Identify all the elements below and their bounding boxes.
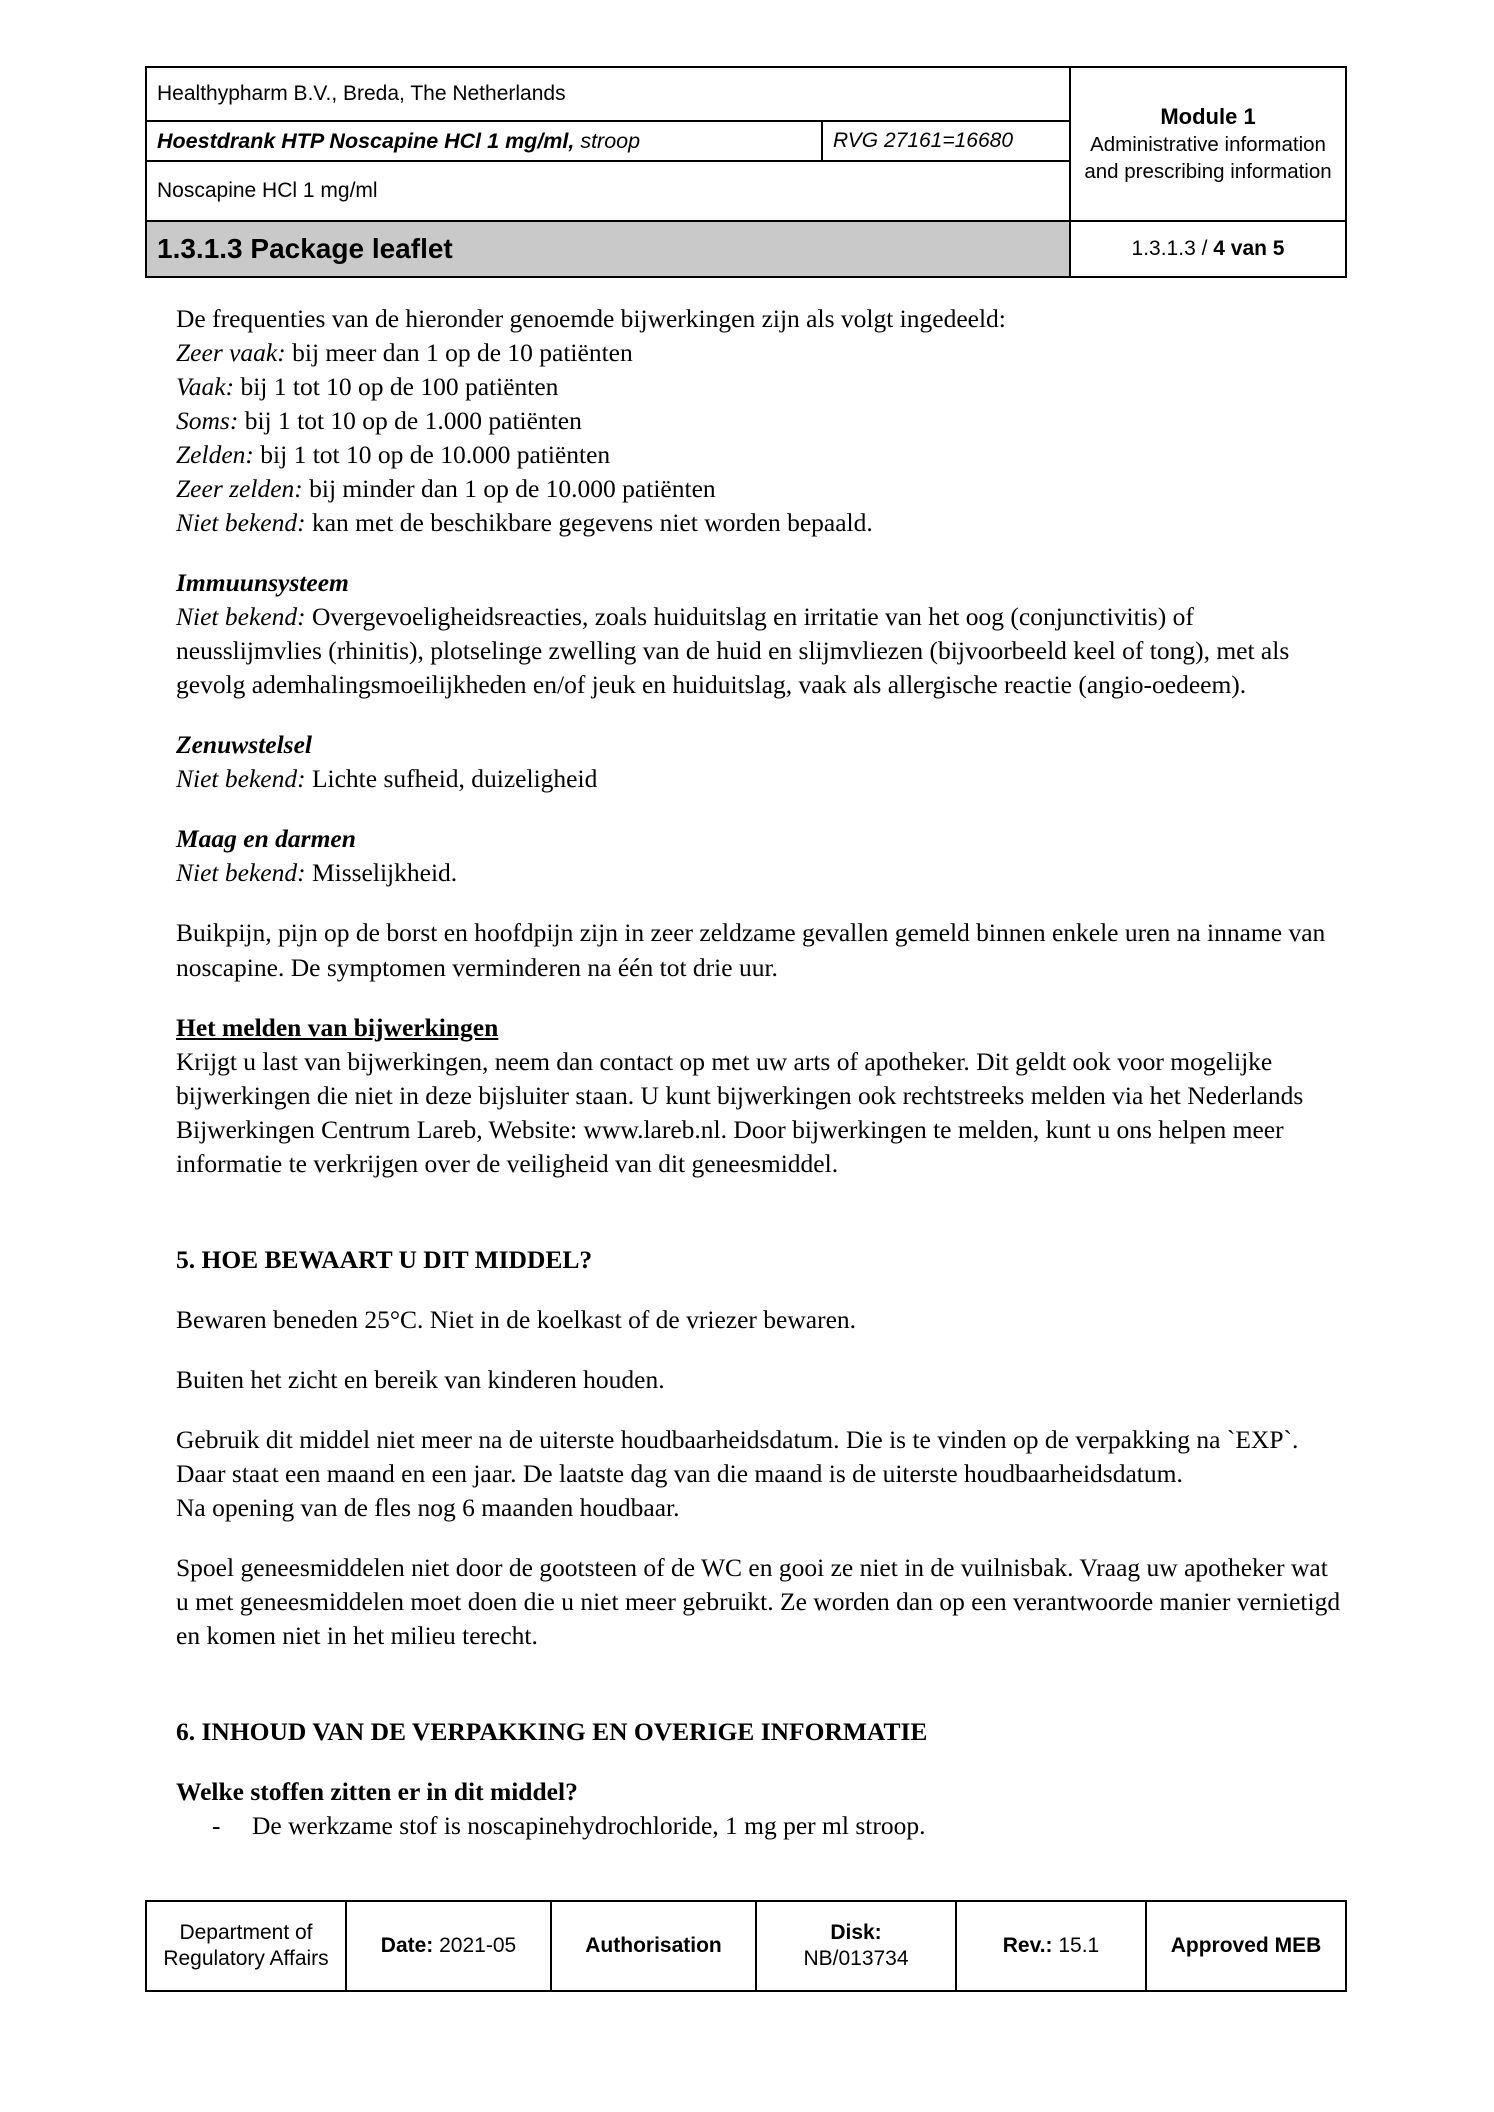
spacer [176, 985, 1346, 1011]
footer-revision [956, 1901, 1146, 1991]
footer-disk-value: NB/013734 [803, 1947, 909, 1970]
frequency-vaak [176, 370, 1346, 404]
paragraph-expiry: Gebruik dit middel niet meer na de uiterste houdbaarheidsdatum. Die is te vinden op de verpakking na `EXP`. Daar staat een maand en een jaar. De laatste dag van die maand is de uiterste houdbaarheidsdatum. [176, 1424, 1299, 1488]
header-strength: Noscapine HCl 1 mg/ml [146, 161, 1070, 221]
frequency-term: Niet bekend: [176, 602, 306, 632]
paragraph-text: Lichte sufheid, duizeligheid [305, 764, 598, 794]
header-module-line2: and prescribing information [1084, 159, 1332, 183]
frequency-term: Zeer zelden: [176, 474, 303, 504]
frequency-desc: kan met de beschikbare gegevens niet worden bepaald. [305, 508, 873, 538]
frequency-desc: bij meer dan 1 op de 10 patiënten [285, 338, 633, 368]
frequency-zeer-vaak [176, 336, 1346, 370]
footer-approved [1146, 1901, 1346, 1991]
header-page-reference [1070, 221, 1346, 277]
frequency-niet-bekend [176, 506, 1346, 540]
frequency-term: Niet bekend: [176, 764, 306, 794]
paragraph-storage-temperature: Bewaren beneden 25°C. Niet in de koelkast of de vriezer bewaren. [176, 1304, 857, 1334]
paragraph-rare-symptoms: Buikpijn, pijn op de borst en hoofdpijn zijn in zeer zeldzame gevallen gemeld binnen enkele uren na inname van noscapine. De symptomen verminderen na één tot drie uur. [176, 918, 1326, 982]
paragraph-text: Misselijkheid. [305, 858, 458, 888]
ingredients-list [176, 1809, 1346, 1843]
paragraph-keep-from-children: Buiten het zicht en bereik van kinderen houden. [176, 1364, 665, 1394]
heading-maag-en-darmen: Maag en darmen [176, 824, 356, 854]
frequency-desc: bij 1 tot 10 op de 10.000 patiënten [253, 440, 611, 470]
header-product-form: stroop [574, 129, 641, 153]
footer-department [146, 1901, 346, 1991]
paragraph-reporting: Krijgt u last van bijwerkingen, neem dan contact op met uw arts of apotheker. Dit geldt ook voor mogelijke bijwerkingen die niet in deze bijsluiter staan. U kunt bijwerkingen ook rechtstreeks melden via het Nederlands Bijwerkingen Centrum Lareb, Website: www.lareb.nl. Door bijwerkingen te melden, kunt u ons helpen meer informatie te verkrijgen over de veiligheid van dit geneesmiddel. [176, 1046, 1304, 1178]
header-page-ref-number: 4 van 5 [1213, 237, 1285, 261]
spacer [176, 1749, 1346, 1775]
dash-bullet-icon: - [212, 1811, 221, 1841]
paragraph-after-opening: Na opening van de fles nog 6 maanden houdbaar. [176, 1492, 680, 1522]
list-item [176, 1809, 1346, 1843]
footer-date-value: 2021-05 [433, 1933, 517, 1957]
document-footer-table [145, 1900, 1345, 1992]
paragraph-maag-en-darmen [176, 856, 1346, 890]
frequency-zeer-zelden [176, 472, 1346, 506]
spacer [176, 1525, 1346, 1551]
heading-section-5: 5. HOE BEWAART U DIT MIDDEL? [176, 1244, 593, 1274]
document-body [176, 302, 1346, 1843]
spacer [176, 702, 1346, 728]
footer-authorisation [551, 1901, 756, 1991]
footer-date [346, 1901, 551, 1991]
header-module-cell [1070, 67, 1346, 221]
frequency-term: Niet bekend: [176, 858, 306, 888]
header-product-name [146, 121, 822, 161]
heading-section-6: 6. INHOUD VAN DE VERPAKKING EN OVERIGE INFORMATIE [176, 1716, 928, 1746]
footer-disk-label: Disk: [830, 1920, 882, 1944]
footer-rev-value: 15.1 [1052, 1933, 1100, 1957]
spacer [176, 1181, 1346, 1243]
spacer [176, 540, 1346, 566]
footer-date-label: Date: [380, 1933, 434, 1957]
frequency-intro: De frequenties van de hieronder genoemde bijwerkingen zijn als volgt ingedeeld: [176, 304, 1006, 333]
frequency-term: Zeer vaak: [176, 338, 286, 368]
header-module-line1: Administrative information [1090, 133, 1326, 157]
frequency-desc: bij minder dan 1 op de 10.000 patiënten [302, 474, 716, 504]
frequency-desc: bij 1 tot 10 op de 100 patiënten [234, 372, 559, 402]
header-rvg-number: RVG 27161=16680 [822, 121, 1070, 161]
frequency-zelden [176, 438, 1346, 472]
spacer [176, 1337, 1346, 1363]
footer-disk [756, 1901, 956, 1991]
header-row-company [146, 67, 1346, 121]
header-row-section [146, 221, 1346, 277]
frequency-term: Vaak: [176, 372, 235, 402]
header-section-title: 1.3.1.3 Package leaflet [146, 221, 1070, 277]
spacer [176, 796, 1346, 822]
header-page-ref-prefix: 1.3.1.3 / [1131, 237, 1214, 261]
spacer [176, 890, 1346, 916]
footer-department-line2: Regulatory Affairs [163, 1947, 329, 1970]
header-product-bold: Hoestdrank HTP Noscapine HCl 1 mg/ml, [157, 129, 575, 153]
frequency-term: Zelden: [176, 440, 254, 470]
heading-immuunsysteem: Immuunsysteem [176, 568, 349, 598]
frequency-desc: bij 1 tot 10 op de 1.000 patiënten [238, 406, 582, 436]
footer-approved-label: Approved MEB [1170, 1933, 1322, 1957]
spacer [176, 1653, 1346, 1715]
document-header-table [145, 66, 1345, 278]
heading-ingredients: Welke stoffen zitten er in dit middel? [176, 1777, 578, 1806]
heading-zenuwstelsel: Zenuwstelsel [176, 730, 313, 760]
list-item-text: De werkzame stof is noscapinehydrochloride, 1 mg per ml stroop. [252, 1811, 926, 1841]
spacer [176, 1397, 1346, 1423]
heading-melden-bijwerkingen: Het melden van bijwerkingen [176, 1012, 499, 1042]
paragraph-disposal: Spoel geneesmiddelen niet door de gootsteen of de WC en gooi ze niet in de vuilnisbak. Vraag uw apotheker wat u met geneesmiddelen moet doen die u niet meer gebruikt. Ze worden dan op een verantwoorde manier vernietigd en komen niet in het milieu terecht. [176, 1552, 1341, 1650]
paragraph-text: Overgevoeligheidsreacties, zoals huiduitslag en irritatie van het oog (conjunctivitis) of neusslijmvlies (rhinitis), plotselinge zwelling van de huid en slijmvliezen (bijvoorbeeld keel of tong), met als gevolg ademhalingsmoeilijkheden en/of jeuk en huiduitslag, vaak als allergische reactie (angio-oedeem). [176, 602, 1290, 700]
spacer [176, 1277, 1346, 1303]
footer-department-line1: Department of [179, 1920, 313, 1944]
header-company-name: Healthypharm B.V., Breda, The Netherlands [146, 67, 1070, 121]
footer-authorisation-label: Authorisation [585, 1933, 722, 1957]
footer-rev-label: Rev.: [1002, 1933, 1053, 1957]
frequency-term: Niet bekend: [176, 508, 306, 538]
frequency-soms [176, 404, 1346, 438]
header-module-title: Module 1 [1160, 103, 1256, 129]
frequency-term: Soms: [176, 406, 239, 436]
paragraph-zenuwstelsel [176, 762, 1346, 796]
footer-row [146, 1901, 1346, 1991]
paragraph-immuunsysteem [176, 600, 1346, 702]
